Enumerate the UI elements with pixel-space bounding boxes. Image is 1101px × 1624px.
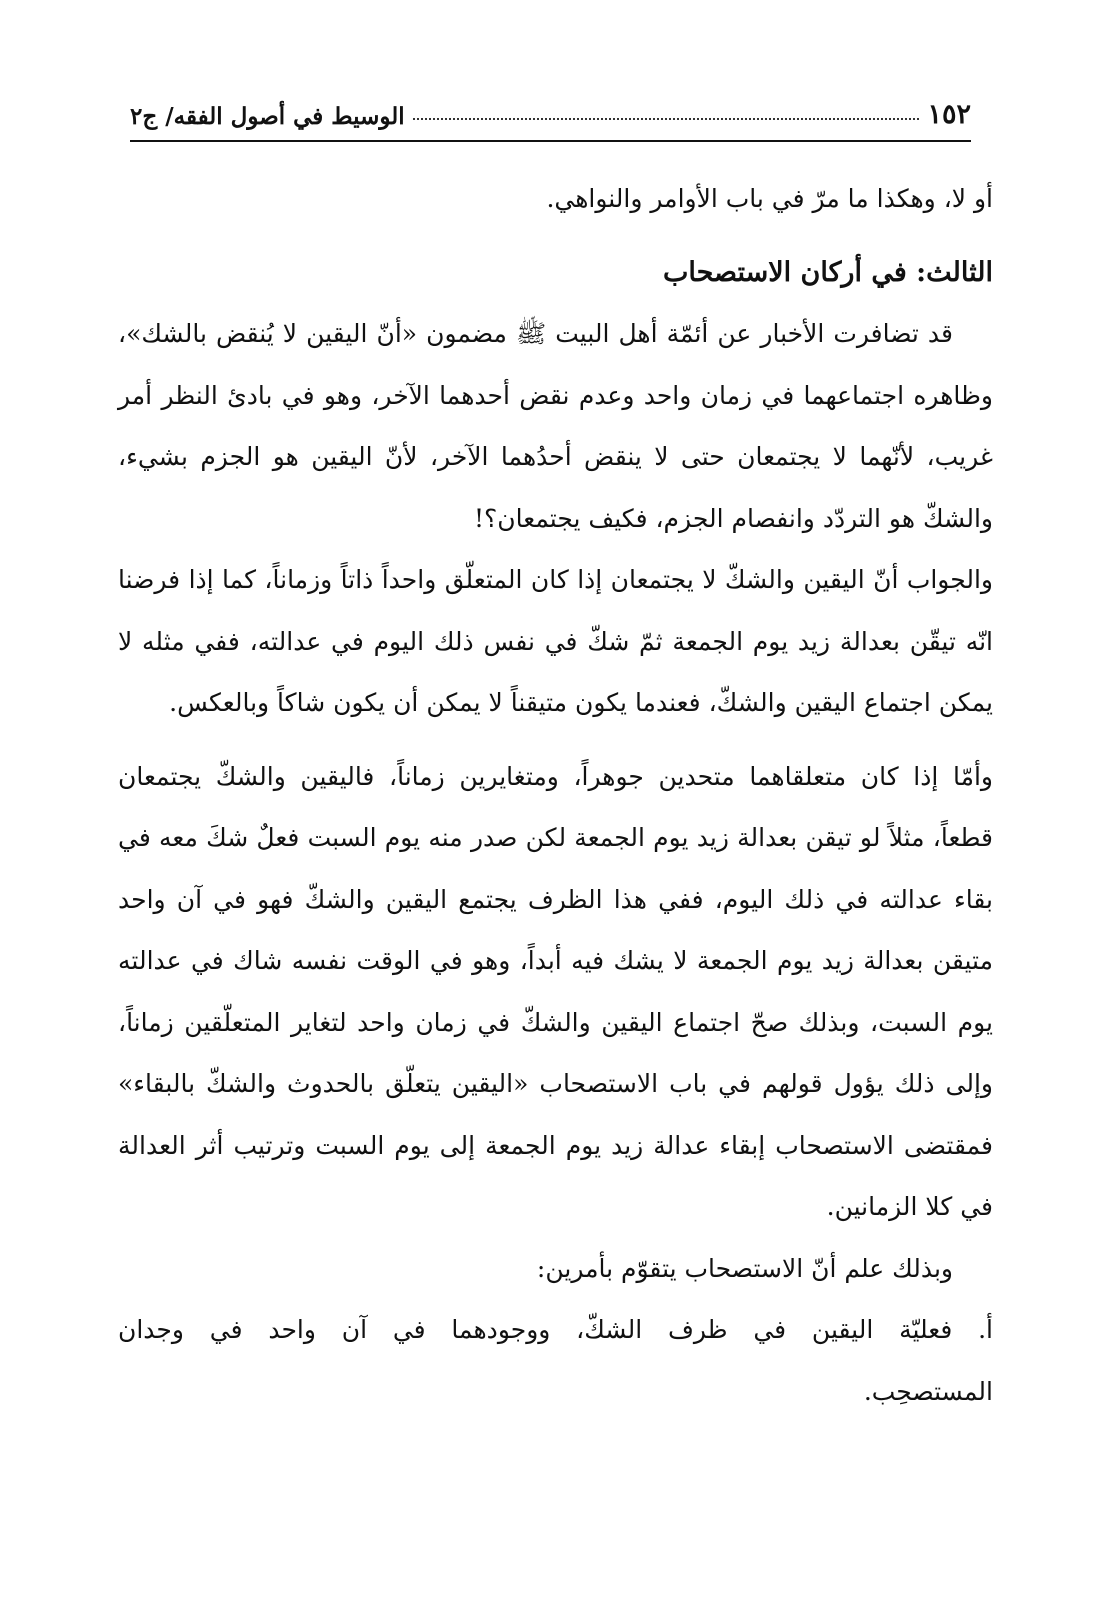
body-text — [118, 168, 993, 1422]
header-dot-leader — [413, 118, 920, 120]
section-heading: الثالث: في أركان الاستصحاب — [662, 256, 993, 288]
running-title: الوسيط في أصول الفقه/ ج٢ — [130, 103, 405, 130]
page-number: ١٥٢ — [927, 99, 971, 130]
page-header — [130, 86, 971, 130]
paragraph-3: والجواب أنّ اليقين والشكّ لا يجتمعان إذا كان المتعلّق واحداً ذاتاً وزماناً، كما إذا فرضنا انّه تيقّن بعدالة زيد يوم الجمعة ثمّ شكّ في نفس ذلك اليوم في عدالته، ففي مثله لا يمكن اجتماع اليقين والشكّ، فعندما يكون متيقناً لا يمكن أن يكون شاكاً وبالعكس. — [118, 565, 993, 717]
list-item-a-continuation: المستصحِب. — [863, 1376, 993, 1406]
paragraph-4: وأمّا إذا كان متعلقاهما متحدين جوهراً، ومتغايرين زماناً، فاليقين والشكّ يجتمعان قطعاً، مثلاً لو تيقن بعدالة زيد يوم الجمعة لكن صدر منه يوم السبت فعلٌ شكَ معه في بقاء عدالته في ذلك اليوم، ففي هذا الظرف يجتمع اليقين والشكّ فهو في آن واحد متيقن بعدالة زيد يوم الجمعة لا يشك فيه أبداً، وهو في الوقت نفسه شاك في عدالته يوم السبت، وبذلك صحّ اجتماع اليقين والشكّ في زمان واحد لتغاير المتعلّقين زماناً، وإلى ذلك يؤول قولهم في باب الاستصحاب «اليقين يتعلّق بالحدوث والشكّ بالبقاء» فمقتضى الاستصحاب إبقاء عدالة زيد يوم الجمعة إلى يوم السبت وترتيب أثر العدالة في كلا الزمانين. — [118, 761, 993, 1221]
paragraph-2: قد تضافرت الأخبار عن أئمّة أهل البيت ﷺ مضمون «أنّ اليقين لا يُنقض بالشك»، وظاهره اجتماعهما في زمان واحد وعدم نقض أحدهما الآخر، وهو في بادئ النظر أمر غريب، لأنّهما لا يجتمعان حتى لا ينقض أحدُهما الآخر، لأنّ اليقين هو الجزم بشيء، والشكّ هو التردّد وانفصام الجزم، فكيف يجتمعان؟! — [118, 319, 993, 533]
list-item-a: أ. فعليّة اليقين في ظرف الشكّ، ووجودهما في آن واحد في وجدان — [118, 1315, 993, 1344]
paragraph-1: أو لا، وهكذا ما مرّ في باب الأوامر والنواهي. — [546, 184, 993, 213]
paragraph-5: وبذلك علم أنّ الاستصحاب يتقوّم بأمرين: — [536, 1253, 953, 1283]
header-divider — [130, 140, 971, 142]
